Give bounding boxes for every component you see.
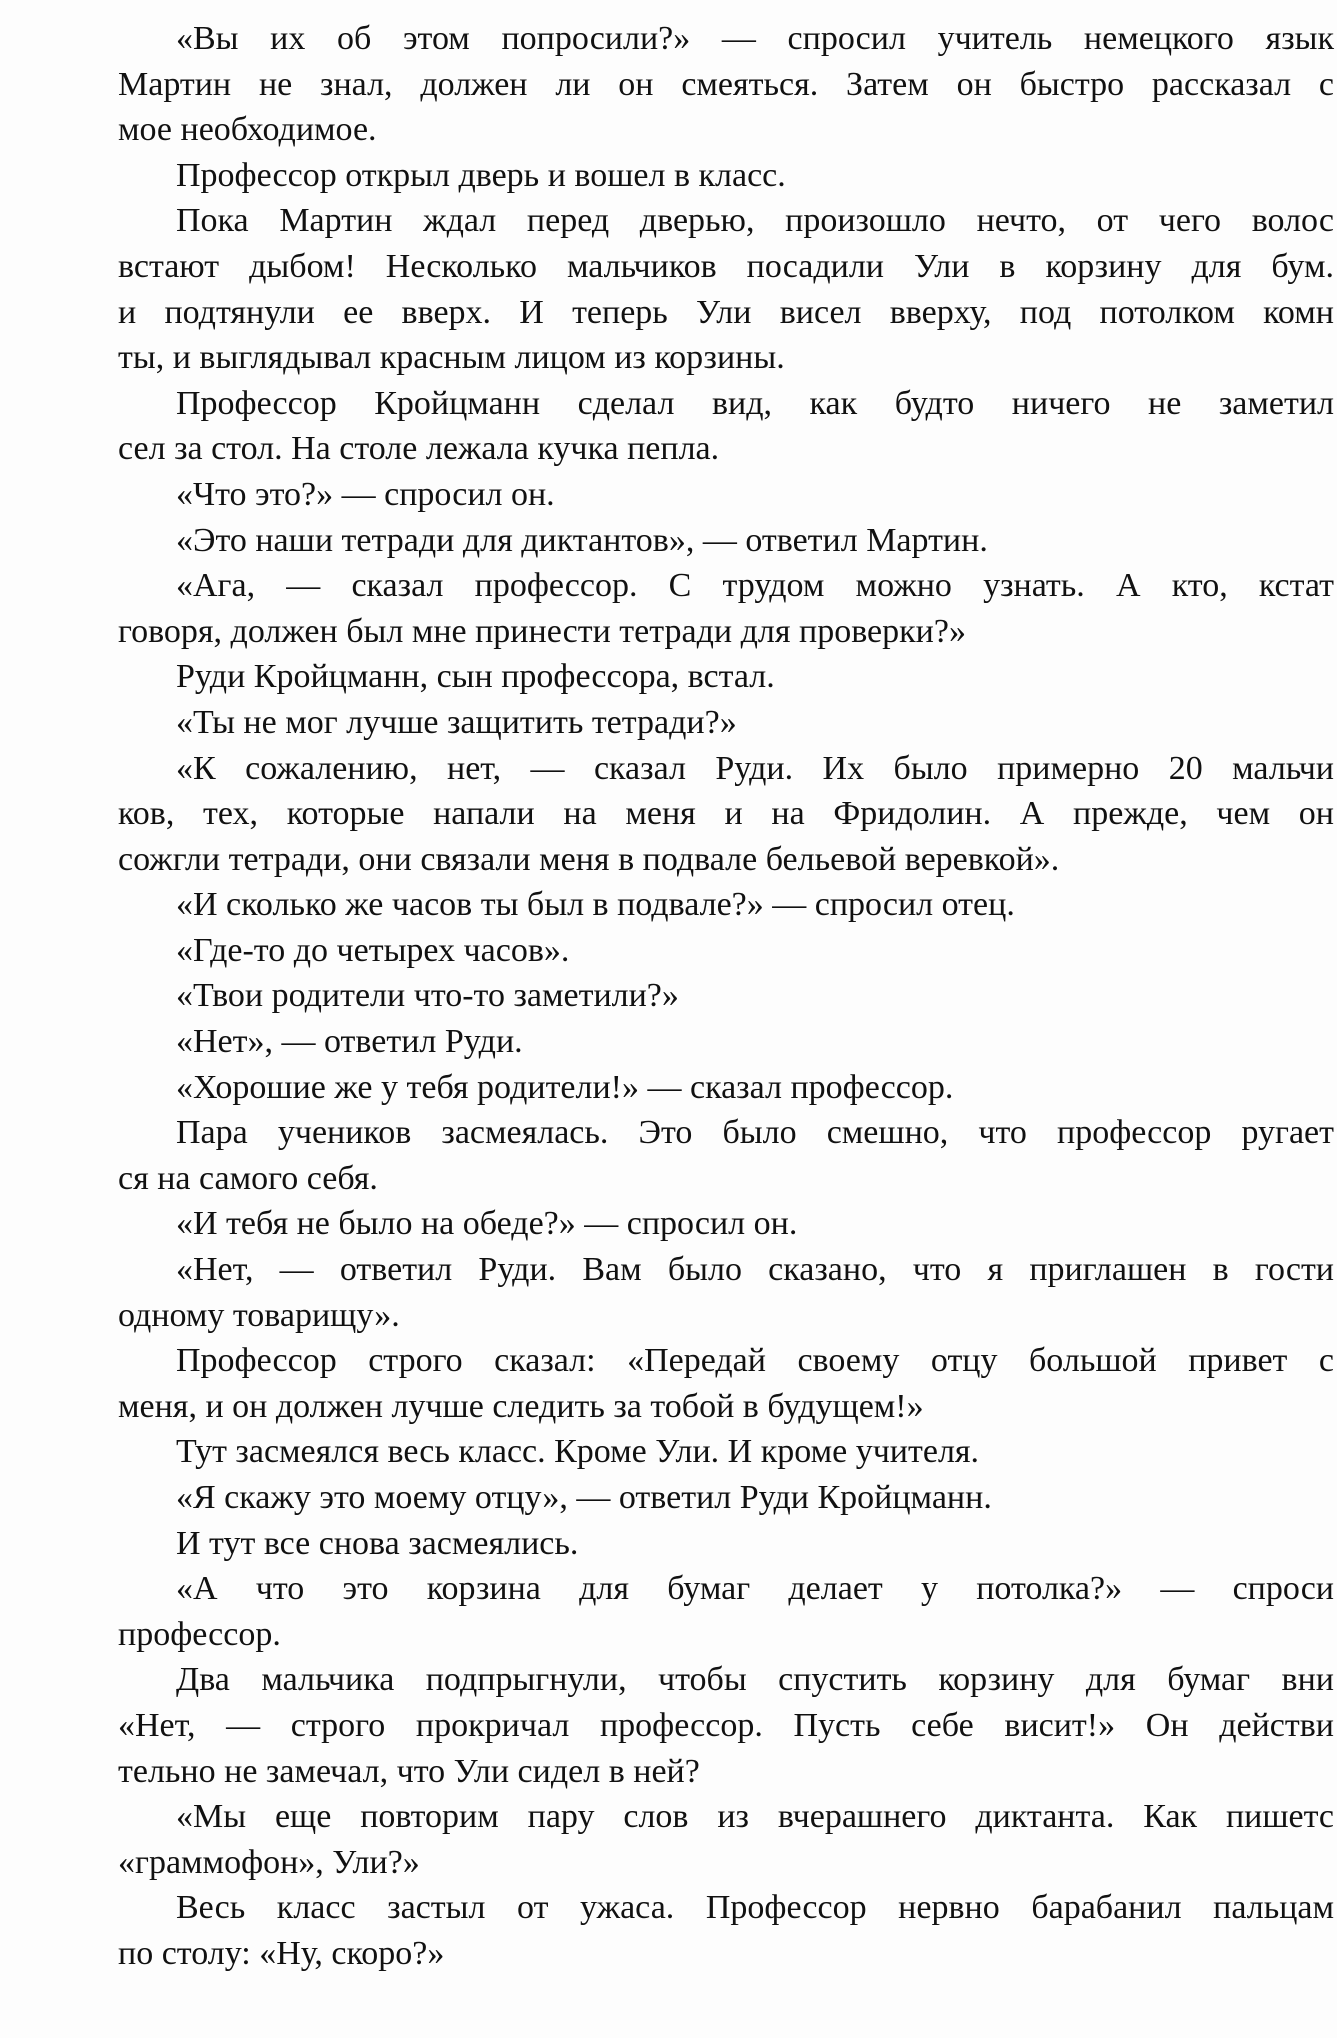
text-line: И тут все снова засмеялись. [176, 1524, 579, 1562]
text-line: и подтянули ее вверх. И теперь Ули висел вверху, под потолком комн [118, 293, 1334, 331]
text-line: Мартин не знал, должен ли он смеяться. Затем он быстро рассказал с [118, 65, 1334, 103]
text-line: «Я скажу это моему отцу», — ответил Руди Кройцманн. [176, 1479, 992, 1516]
text-line: «Что это?» — спросил он. [176, 475, 555, 513]
text-line: «Это наши тетради для диктантов», — ответил Мартин. [176, 521, 988, 559]
text-line: тельно не замечал, что Ули сидел в ней? [118, 1752, 700, 1790]
text-line: меня, и он должен лучше следить за тобой в будущем!» [118, 1387, 924, 1425]
text-line: говоря, должен был мне принести тетради для проверки?» [118, 612, 966, 650]
text-line: «Мы еще повторим пару слов из вчерашнего диктанта. Как пишетс [176, 1798, 1334, 1836]
text-line: Тут засмеялся весь класс. Кроме Ули. И кроме учителя. [176, 1433, 980, 1471]
text-line: одному товарищу». [118, 1296, 400, 1334]
text-line: Профессор открыл дверь и вошел в класс. [176, 156, 786, 194]
text-line: Два мальчика подпрыгнули, чтобы спустить корзину для бумаг вни [176, 1661, 1334, 1699]
text-line: «Нет, — ответил Руди. Вам было сказано, что я приглашен в гости [176, 1251, 1334, 1289]
text-line: Профессор Кройцманн сделал вид, как будто ничего не заметил [176, 384, 1334, 422]
text-line: «К сожалению, нет, — сказал Руди. Их было примерно 20 мальчи [176, 749, 1334, 787]
text-line: «И сколько же часов ты был в подвале?» — спросил отец. [176, 886, 1015, 924]
text-line: встают дыбом! Несколько мальчиков посадили Ули в корзину для бум. [118, 247, 1334, 285]
text-line: «Вы их об этом попросили?» — спросил учитель немецкого язык [176, 20, 1334, 57]
text-line: Весь класс застыл от ужаса. Профессор нервно барабанил пальцам [176, 1889, 1334, 1927]
text-line: Руди Кройцманн, сын профессора, встал. [176, 658, 775, 696]
text-line: по столу: «Ну, скоро?» [118, 1934, 445, 1972]
text-line: «И тебя не было на обеде?» — спросил он. [176, 1205, 798, 1243]
text-line: «Нет», — ответил Руди. [176, 1023, 523, 1061]
text-line: мое необходимое. [118, 111, 377, 149]
text-line: «граммофон», Ули?» [118, 1843, 420, 1881]
text-line: сожгли тетради, они связали меня в подвале бельевой веревкой». [118, 840, 1060, 878]
text-line: «Хорошие же у тебя родители!» — сказал профессор. [176, 1068, 954, 1106]
text-line: ты, и выглядывал красным лицом из корзины. [118, 339, 785, 377]
text-line: «Твои родители что-то заметили?» [176, 977, 679, 1015]
text-line: ков, тех, которые напали на меня и на Фридолин. А прежде, чем он [118, 795, 1334, 833]
page-body-text [118, 16, 1337, 1977]
text-line: Пока Мартин ждал перед дверью, произошло нечто, от чего волос [176, 202, 1334, 240]
text-line: «А что это корзина для бумаг делает у потолка?» — спроси [176, 1570, 1334, 1608]
text-line: Профессор строго сказал: «Передай своему отцу большой привет с [176, 1342, 1334, 1380]
text-line: «Где-то до четырех часов». [176, 931, 570, 969]
text-line: «Нет, — строго прокричал профессор. Пусть себе висит!» Он действи [118, 1706, 1334, 1744]
text-line: «Ты не мог лучше защитить тетради?» [176, 703, 737, 741]
text-line: «Ага, — сказал профессор. С трудом можно узнать. А кто, кстат [176, 567, 1334, 605]
text-line: ся на самого себя. [118, 1159, 378, 1197]
text-line: сел за стол. На столе лежала кучка пепла. [118, 430, 720, 468]
text-line: профессор. [118, 1615, 281, 1653]
text-line: Пара учеников засмеялась. Это было смешно, что профессор ругает [176, 1114, 1334, 1152]
